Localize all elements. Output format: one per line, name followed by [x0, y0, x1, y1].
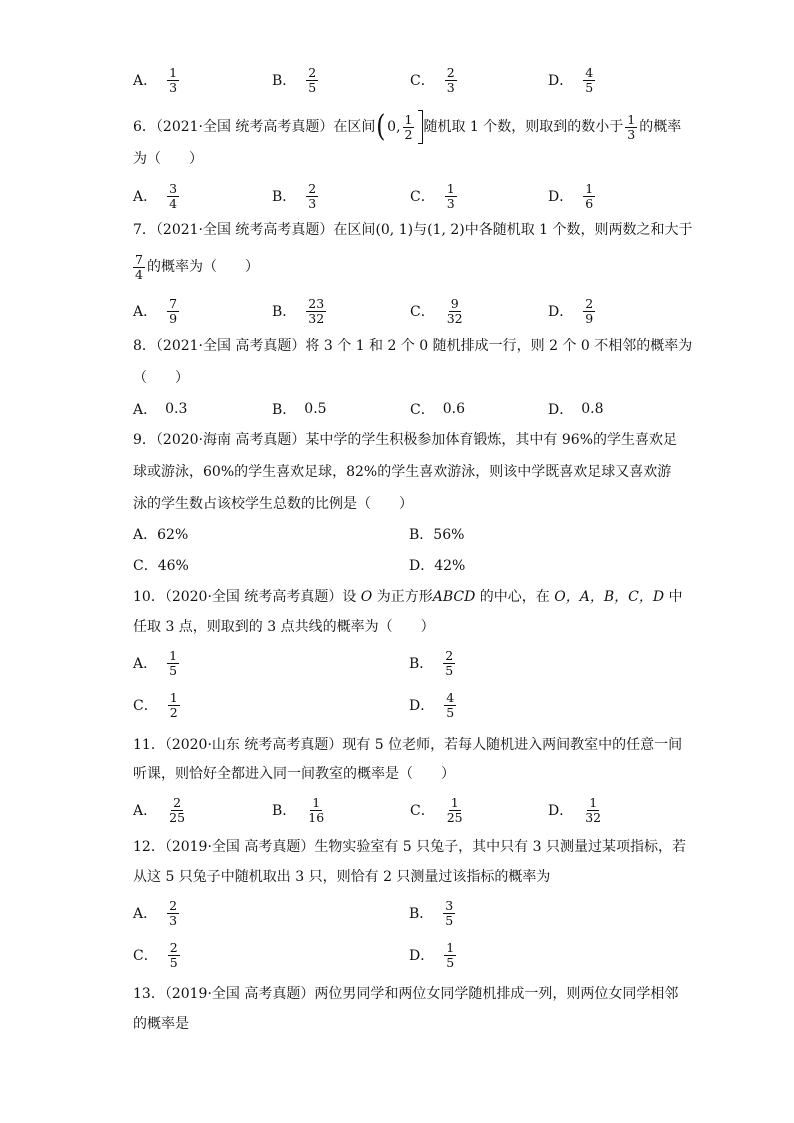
fraction: $\frac{1}{3}$ — [169, 64, 178, 95]
option-label: D． — [548, 73, 574, 89]
q13-stem-line1: 13．（2019·全国 高考真题）两位男同学和两位女同学随机排成一列，则两位女同学相邻 — [133, 986, 679, 1002]
q11-options — [133, 790, 653, 830]
option-label: A． — [133, 73, 158, 89]
q12-option-a: A． $\frac{2}{3}$ — [133, 897, 178, 928]
q7-option-c: C． $\frac{9}{32}$ — [410, 295, 463, 326]
q8-stem-line1: 8．（2021·全国 高考真题）将 3 个 1 和 2 个 0 随机排成一行，则 2 个 0 不相邻的概率为 — [133, 338, 693, 354]
option-label: C． — [410, 73, 435, 89]
q8-options — [133, 389, 653, 429]
q6-option-c: C． $\frac{1}{3}$ — [410, 180, 455, 211]
fraction: $\frac{2}{5}$ — [308, 64, 317, 95]
q5-options — [133, 60, 653, 100]
q8-option-d: D． 0.8 — [548, 401, 604, 418]
q9-stem-line3: 泳的学生数占该校学生总数的比例是（ ） — [133, 496, 413, 512]
q8-stem-line2: （ ） — [133, 370, 189, 386]
q10-stem-line1: 10．（2020·全国 统考高考真题）设 O 为正方形ABCD 的中心，在 O，A，B，C，D 中 — [133, 589, 683, 605]
q10-option-a: A． $\frac{1}{5}$ — [133, 647, 178, 678]
q9-option-a: A．62% — [133, 527, 189, 543]
q7-stem-line1: 7．（2021·全国 统考高考真题）在区间(0, 1)与(1, 2)中各随机取 1 个数，则两数之和大于 — [133, 222, 693, 238]
q11-stem-line1: 11．（2020·山东 统考高考真题）现有 5 位老师，若每人随机进入两间教室中的任意一间 — [133, 737, 683, 753]
q9-stem-line2: 球或游泳，60%的学生喜欢足球，82%的学生喜欢游泳，则该中学既喜欢足球又喜欢游 — [133, 464, 672, 480]
q7-option-b: B． $\frac{23}{32}$ — [272, 295, 325, 326]
q11-option-b: B． $\frac{1}{16}$ — [272, 794, 325, 825]
q5-option-a — [133, 60, 181, 100]
q7-interval-2: (1, 2) — [427, 222, 465, 238]
q11-option-d: D． $\frac{1}{32}$ — [548, 794, 602, 825]
q5-option-d — [548, 60, 597, 100]
q8-option-c: C． 0.6 — [410, 401, 465, 418]
q6-stem-line1: 6．（2021·全国 统考高考真题）在区间 ( 0, $\frac{1}{2}$ 随机取 1 个数，则取到的数小于 $\frac{1}{3}$ 的概率 — [133, 109, 682, 144]
q9-option-b: B．56% — [409, 527, 465, 543]
q6-interval: ( 0, $\frac{1}{2}$ — [375, 110, 423, 144]
q10-option-b: B． $\frac{2}{5}$ — [409, 647, 454, 678]
q12-option-c: C． $\frac{2}{5}$ — [133, 939, 178, 970]
q11-option-c: C． $\frac{1}{25}$ — [410, 794, 463, 825]
q9-stem-line1: 9．（2020·海南 高考真题）某中学的学生积极参加体育锻炼，其中有 96%的学生喜欢足 — [133, 432, 678, 448]
q5-option-c — [410, 60, 459, 100]
q9-option-d: D．42% — [409, 558, 466, 574]
q12-stem-line2: 从这 5 只兔子中随机取出 3 只，则恰有 2 只测量过该指标的概率为 — [133, 869, 551, 885]
fraction: $\frac{2}{3}$ — [446, 64, 455, 95]
q6-option-b: B． $\frac{2}{3}$ — [272, 180, 317, 211]
q13-stem-line2: 的概率是 — [133, 1016, 189, 1032]
q10-option-c: C． $\frac{1}{2}$ — [133, 689, 178, 720]
q9-option-c: C．46% — [133, 558, 189, 574]
q8-option-a: A． 0.3 — [133, 401, 188, 418]
q12-stem-line1: 12．（2019·全国 高考真题）生物实验室有 5 只兔子，其中只有 3 只测量过某项指标，若 — [133, 839, 686, 855]
q12-option-b: B． $\frac{3}{5}$ — [409, 897, 454, 928]
q11-stem-line2: 听课，则恰好全都进入同一间教室的概率是（ ） — [133, 766, 455, 782]
q7-options — [133, 291, 653, 331]
fraction: $\frac{7}{4}$ — [135, 251, 143, 282]
q10-stem-line2: 任取 3 点，则取到的 3 点共线的概率为（ ） — [133, 619, 435, 635]
q5-option-b — [272, 60, 320, 100]
q6-option-a: A． $\frac{3}{4}$ — [133, 180, 178, 211]
q7-interval-1: (0, 1) — [375, 222, 414, 238]
q7-option-a: A． $\frac{7}{9}$ — [133, 295, 178, 326]
q11-option-a: A． $\frac{2}{25}$ — [133, 794, 186, 825]
q6-stem-line2: 为（ ） — [133, 151, 203, 167]
option-label: B． — [272, 73, 297, 89]
q6-options — [133, 176, 653, 216]
q7-stem-line2: $\frac{7}{4}$ 的概率为（ ） — [135, 251, 259, 282]
q10-option-d: D． $\frac{4}{5}$ — [409, 689, 455, 720]
q7-option-d: D． $\frac{2}{9}$ — [548, 295, 594, 326]
q8-option-b: B． 0.5 — [272, 401, 327, 418]
q12-option-d: D． $\frac{1}{5}$ — [409, 939, 455, 970]
fraction: $\frac{1}{3}$ — [627, 111, 636, 142]
fraction: $\frac{4}{5}$ — [585, 64, 594, 95]
q6-option-d: D． $\frac{1}{6}$ — [548, 180, 594, 211]
